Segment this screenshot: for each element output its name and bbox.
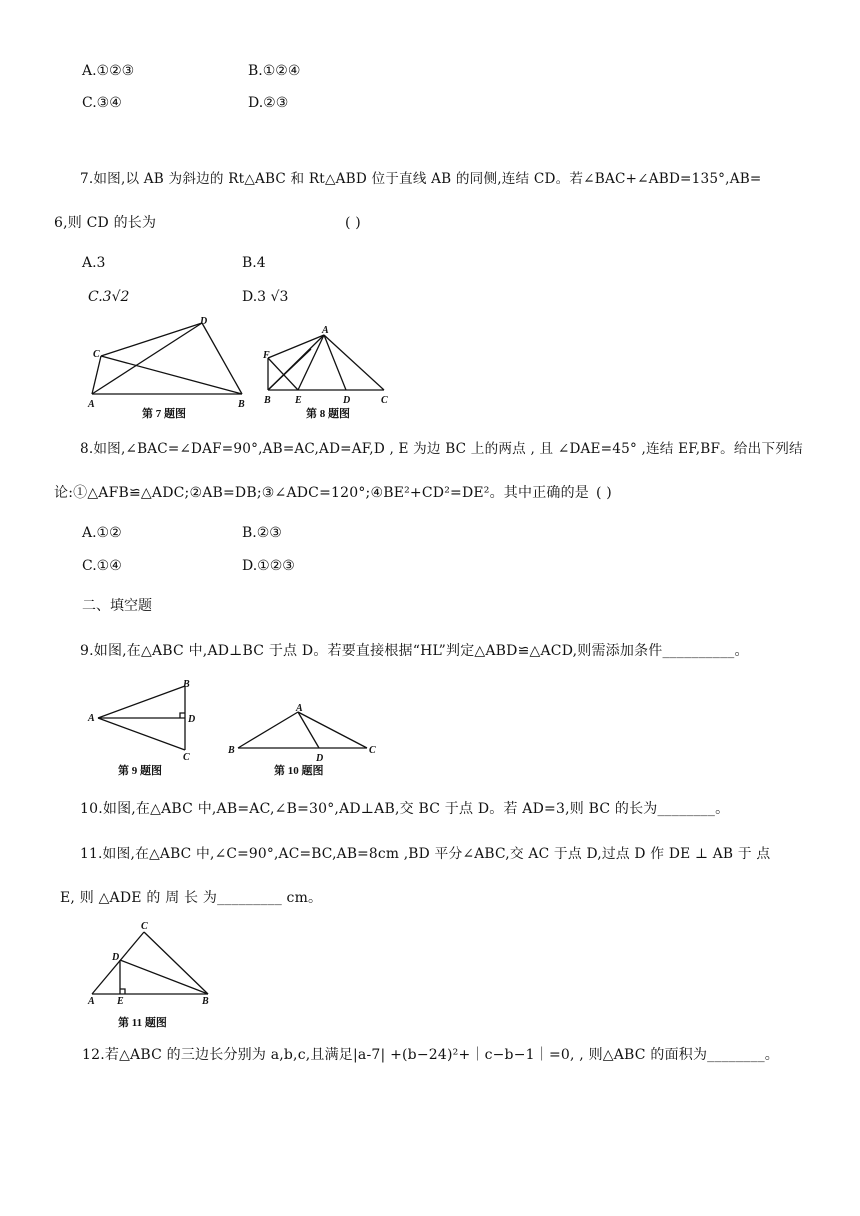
fig9-caption: 第 9 题图 [118,765,162,777]
q8-text-line2: 论:①△AFB≌△ADC;②AB=DB;③∠ADC=120°;④BE²+CD²=DE²。其中正确的是 [54,485,589,501]
fig9-label-a: A [88,713,95,724]
fig8-label-f: F [263,350,270,361]
q6-option-c: C.③④ [82,95,122,111]
q6-option-d: D.②③ [248,95,289,111]
fig8-label-b: B [264,395,271,406]
fig11-label-b: B [202,996,209,1007]
q7-answer-paren: ( ) [345,215,361,231]
q8-text-line1: 8.如图,∠BAC=∠DAF=90°,AB=AC,AD=AF,D , E 为边 BC 上的两点 , 且 ∠DAE=45° ,连结 EF,BF。给出下列结 [80,441,803,457]
q6-option-a: A.①②③ [82,63,135,79]
fig7-label-b: B [238,399,245,410]
figure-7 [84,314,254,422]
figure-11 [84,918,220,1030]
fig8-label-e: E [295,395,302,406]
fig7-caption: 第 7 题图 [142,408,186,420]
fig7-label-a: A [88,399,95,410]
fig11-label-d: D [112,952,120,963]
fig10-caption: 第 10 题图 [274,765,324,777]
fig10-label-d: D [316,753,324,764]
figure-10 [226,700,386,782]
figure-9 [86,678,206,780]
q7-option-a: A.3 [82,255,106,271]
q7-option-d: D.3 √3 [242,289,289,305]
q11-text-line1: 11.如图,在△ABC 中,∠C=90°,AC=BC,AB=8cm ,BD 平分∠ABC,交 AC 于点 D,过点 D 作 DE ⊥ AB 于 点 [80,846,771,862]
q8-answer-paren: ( ) [596,485,612,501]
q9-text: 9.如图,在△ABC 中,AD⊥BC 于点 D。若要直接根据“HL”判定△ABD≌△ACD,则需添加条件__________。 [80,643,749,659]
fig10-label-b: B [228,745,235,756]
q10-text: 10.如图,在△ABC 中,AB=AC,∠B=30°,AD⊥AB,交 BC 于点 D。若 AD=3,则 BC 的长为________。 [80,801,730,817]
fig8-caption: 第 8 题图 [306,408,350,420]
q6-option-b: B.①②④ [248,63,301,79]
fig9-label-d: D [188,714,196,725]
fig8-label-d: D [343,395,351,406]
fig9-label-c: C [183,752,190,763]
q11-text-line2: E, 则 △ADE 的 周 长 为_________ cm。 [60,890,323,906]
fig10-label-a: A [296,703,303,714]
fig9-label-b: B [183,679,190,690]
q8-option-b: B.②③ [242,525,282,541]
q8-option-c: C.①④ [82,558,122,574]
fig11-label-e: E [117,996,124,1007]
fig7-label-c: C [93,349,100,360]
fig11-caption: 第 11 题图 [118,1017,167,1029]
q8-option-d: D.①②③ [242,558,295,574]
fig8-label-c: C [381,395,388,406]
fig11-label-c: C [141,921,148,932]
q12-text: 12.若△ABC 的三边长分别为 a,b,c,且满足|a-7| +(b−24)²+｜c−b−1｜=0, , 则△ABC 的面积为________。 [82,1047,779,1063]
fig10-label-c: C [369,745,376,756]
q7-option-c: C.3√2 [88,289,130,305]
fig8-label-a: A [322,325,329,336]
fig11-label-a: A [88,996,95,1007]
figure-8 [258,322,398,422]
q7-text-line1: 7.如图,以 AB 为斜边的 Rt△ABC 和 Rt△ABD 位于直线 AB 的同侧,连结 CD。若∠BAC+∠ABD=135°,AB= [80,171,762,187]
q8-option-a: A.①② [82,525,122,541]
q7-text-line2: 6,则 CD 的长为 [54,215,157,231]
q7-option-b: B.4 [242,255,266,271]
fig7-label-d: D [200,316,208,327]
section-heading-fill-in: 二、填空题 [82,598,152,614]
